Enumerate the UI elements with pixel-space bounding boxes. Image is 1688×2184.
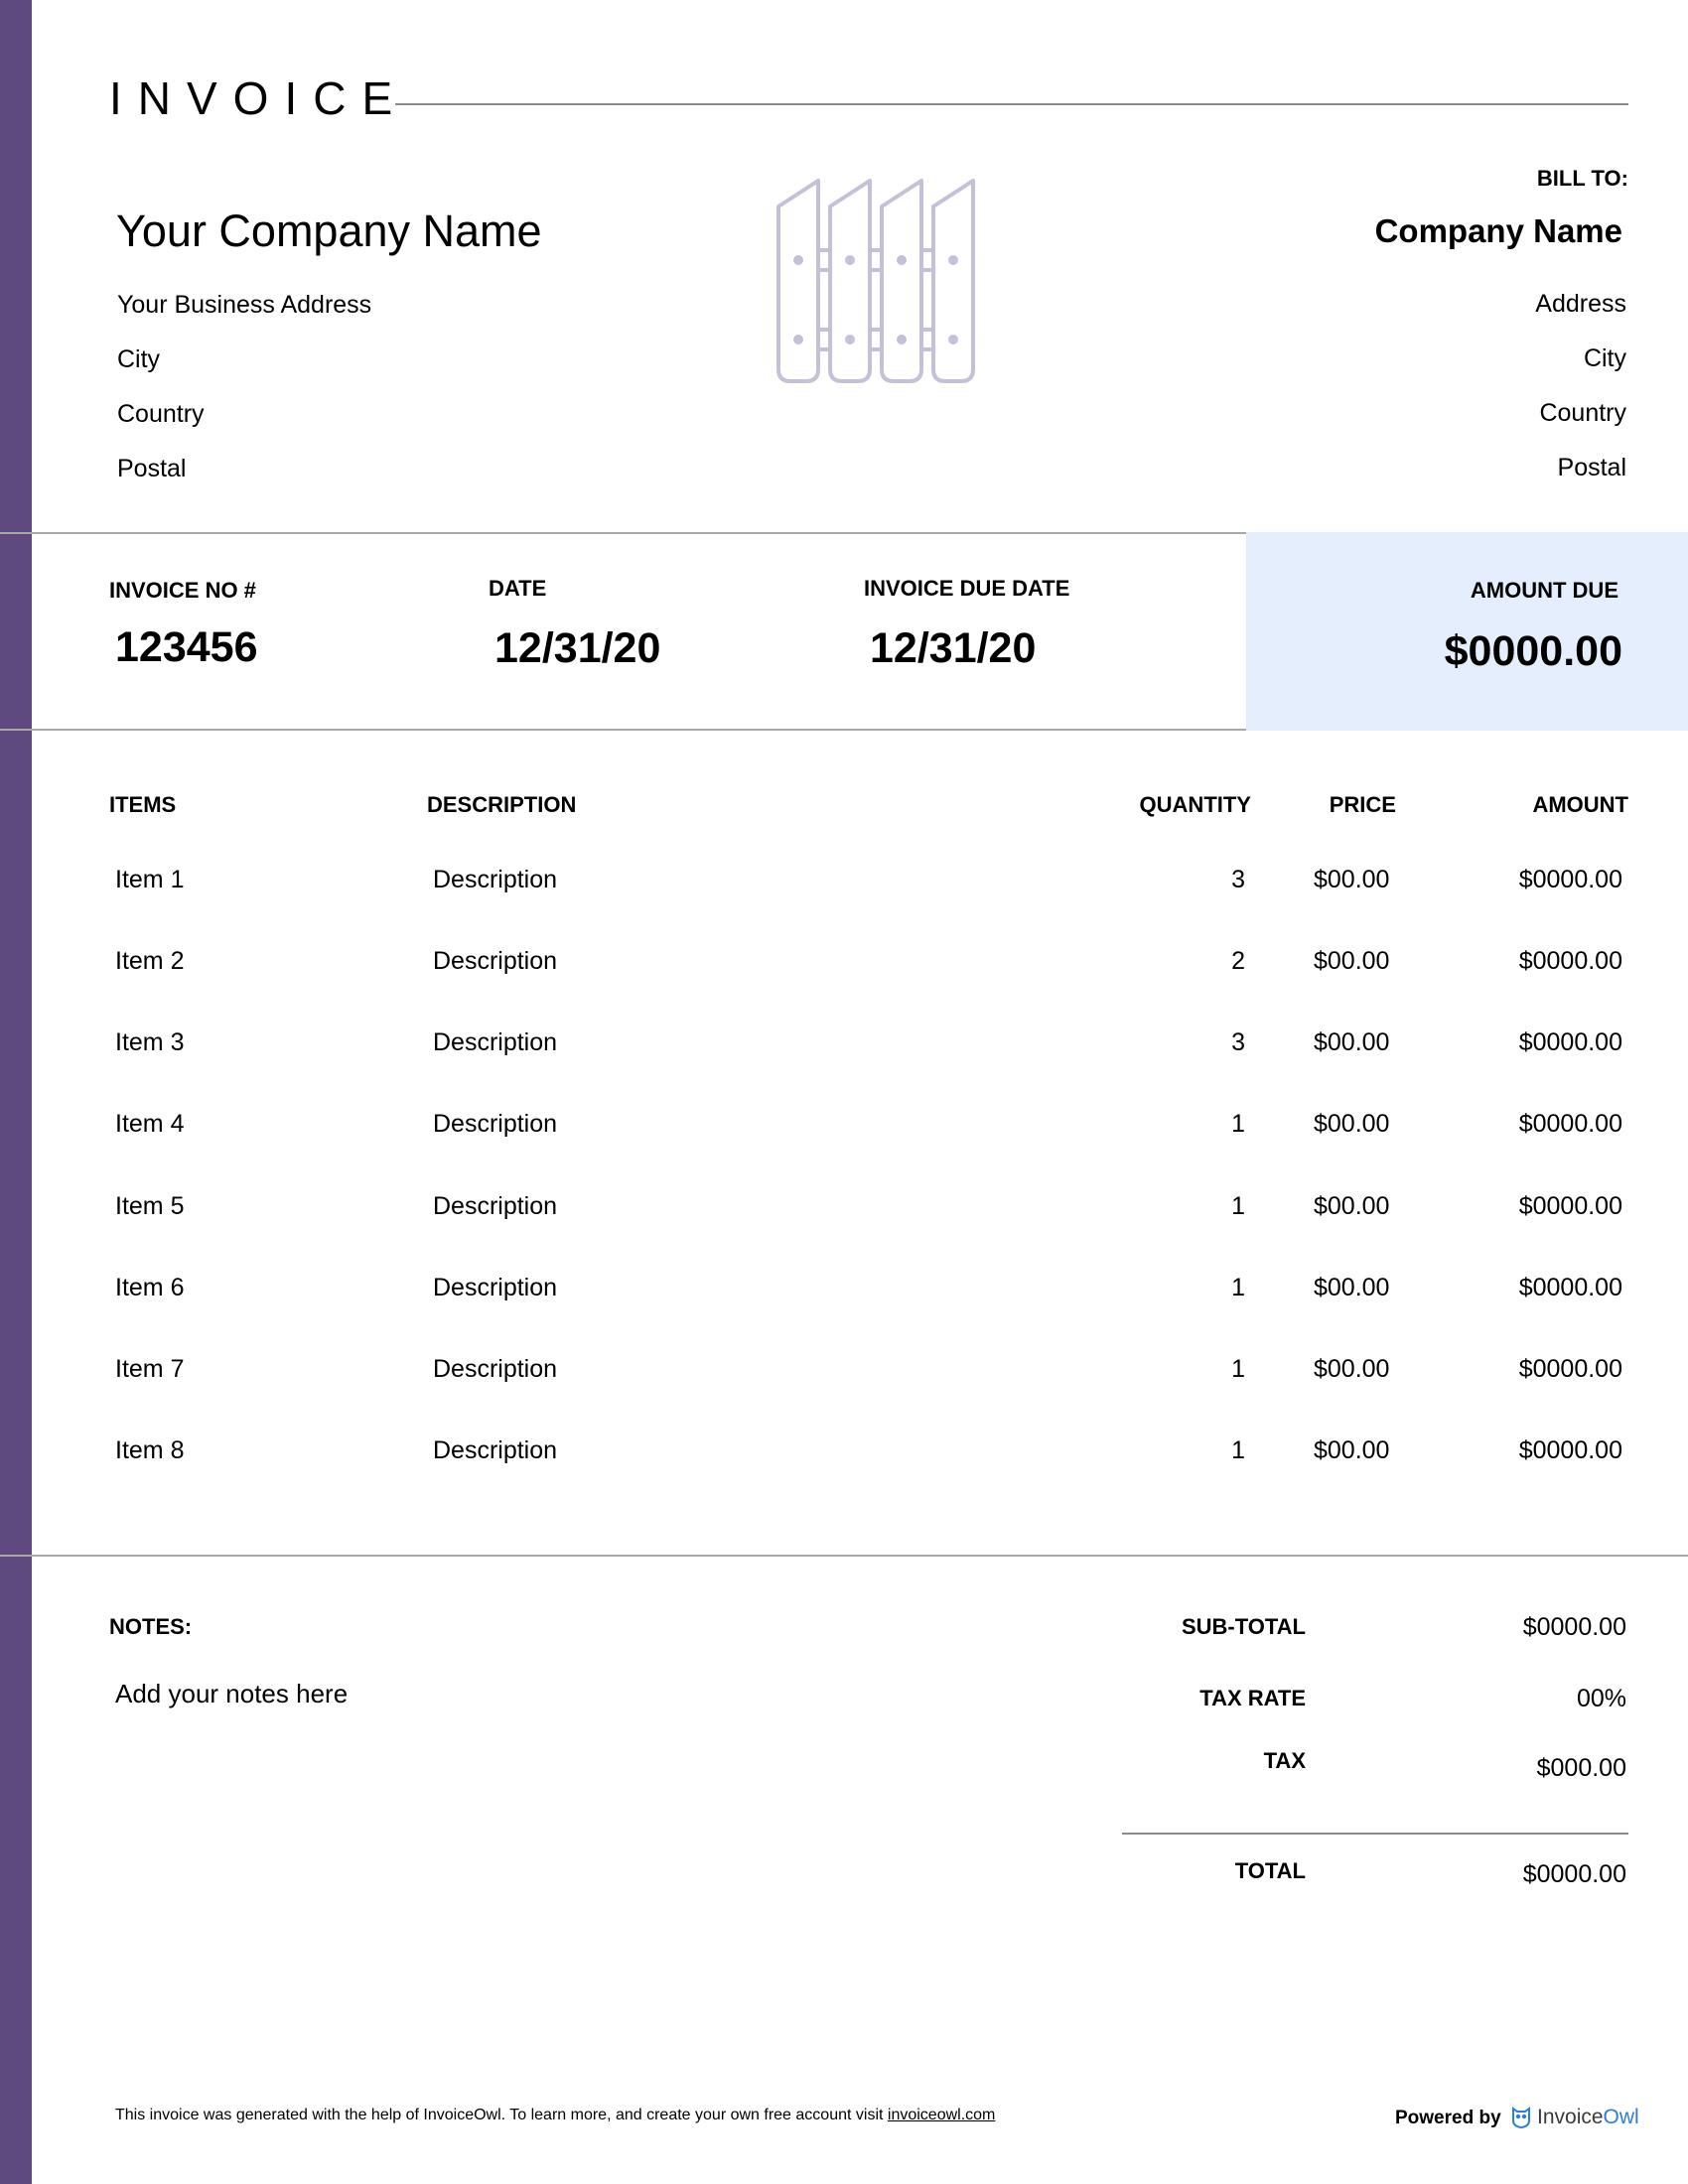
brand-wordmark [1537, 2107, 1639, 2127]
item-price: $00.00 [1314, 1355, 1390, 1383]
item-price: $00.00 [1314, 947, 1390, 975]
table-row [0, 868, 1688, 907]
invoiceowl-link[interactable]: invoiceowl.com [887, 2107, 996, 2123]
item-quantity: 1 [1231, 1436, 1245, 1464]
bill-to-city: City [1583, 344, 1626, 372]
footer-note [115, 2108, 995, 2123]
item-price: $00.00 [1314, 1274, 1390, 1301]
tax-rate-value: 00% [1576, 1685, 1626, 1712]
item-amount: $0000.00 [1518, 1274, 1622, 1301]
item-price: $00.00 [1314, 1192, 1390, 1220]
table-row [0, 1438, 1688, 1478]
table-row [0, 949, 1688, 989]
table-row [0, 1112, 1688, 1152]
items-bottom-divider [0, 1555, 1688, 1557]
table-row [0, 1357, 1688, 1397]
item-quantity: 3 [1231, 1028, 1245, 1056]
meta-bottom-divider [0, 729, 1246, 731]
from-country: Country [117, 400, 205, 428]
item-name: Item 5 [115, 1192, 185, 1220]
brand-wordmark-invoice: Invoice [1537, 2105, 1604, 2128]
col-header-amount: AMOUNT [1532, 792, 1628, 817]
item-description: Description [433, 1436, 558, 1464]
brand-wordmark-owl: Owl [1603, 2105, 1639, 2128]
item-amount: $0000.00 [1518, 1192, 1622, 1220]
item-quantity: 1 [1231, 1110, 1245, 1138]
meta-top-divider [0, 532, 1246, 534]
item-amount: $0000.00 [1518, 947, 1622, 975]
item-price: $00.00 [1314, 1028, 1390, 1056]
due-date-label: INVOICE DUE DATE [864, 576, 1070, 601]
item-amount: $0000.00 [1518, 1355, 1622, 1383]
subtotal-value: $0000.00 [1522, 1613, 1626, 1641]
fence-icon [774, 175, 989, 385]
amount-due-value: $0000.00 [1444, 627, 1622, 675]
title-divider [395, 103, 1628, 105]
total-label: TOTAL [1234, 1858, 1306, 1883]
item-price: $00.00 [1314, 866, 1390, 893]
item-amount: $0000.00 [1518, 1110, 1622, 1138]
item-name: Item 3 [115, 1028, 185, 1056]
footer-note-text: This invoice was generated with the help of InvoiceOwl. To learn more, and create your own free account visit [115, 2107, 888, 2123]
item-quantity: 2 [1231, 947, 1245, 975]
invoice-no-label: INVOICE NO # [109, 578, 256, 603]
item-description: Description [433, 947, 558, 975]
from-postal: Postal [117, 455, 187, 482]
table-row [0, 1194, 1688, 1234]
tax-rate-label: TAX RATE [1199, 1686, 1306, 1710]
item-amount: $0000.00 [1518, 1436, 1622, 1464]
item-description: Description [433, 1274, 558, 1301]
notes-text: Add your notes here [115, 1679, 349, 1708]
item-name: Item 6 [115, 1274, 185, 1301]
invoice-title: INVOICE [109, 72, 409, 124]
from-address: Your Business Address [117, 291, 372, 319]
amount-due-label: AMOUNT DUE [1470, 578, 1618, 603]
item-description: Description [433, 1355, 558, 1383]
item-description: Description [433, 1110, 558, 1138]
item-quantity: 1 [1231, 1355, 1245, 1383]
invoice-no-value: 123456 [115, 623, 258, 671]
table-row [0, 1276, 1688, 1315]
col-header-description: DESCRIPTION [427, 792, 577, 817]
owl-icon [1511, 2105, 1531, 2128]
col-header-price: PRICE [1329, 792, 1396, 817]
tax-value: $000.00 [1536, 1754, 1626, 1782]
item-amount: $0000.00 [1518, 866, 1622, 893]
subtotal-label: SUB-TOTAL [1181, 1614, 1306, 1639]
item-name: Item 1 [115, 866, 185, 893]
bill-to-company-name: Company Name [1374, 212, 1622, 249]
notes-label: NOTES: [109, 1614, 193, 1639]
from-company-name: Your Company Name [116, 205, 542, 256]
item-amount: $0000.00 [1518, 1028, 1622, 1056]
date-label: DATE [489, 576, 547, 601]
total-divider [1122, 1833, 1628, 1835]
item-name: Item 7 [115, 1355, 185, 1383]
bill-to-postal: Postal [1557, 454, 1626, 481]
table-row [0, 1030, 1688, 1070]
powered-by-label: Powered by [1395, 2108, 1501, 2128]
item-description: Description [433, 1028, 558, 1056]
total-value: $0000.00 [1522, 1860, 1626, 1888]
bill-to-address: Address [1535, 290, 1626, 318]
due-date-value: 12/31/20 [870, 624, 1037, 672]
side-accent-bar [0, 0, 32, 2184]
col-header-quantity: QUANTITY [1139, 792, 1251, 817]
item-name: Item 8 [115, 1436, 185, 1464]
item-name: Item 2 [115, 947, 185, 975]
from-city: City [117, 345, 161, 373]
col-header-items: ITEMS [109, 792, 177, 817]
item-quantity: 1 [1231, 1274, 1245, 1301]
item-name: Item 4 [115, 1110, 185, 1138]
item-quantity: 3 [1231, 866, 1245, 893]
invoiceowl-logo [1511, 2103, 1639, 2130]
tax-label: TAX [1263, 1748, 1306, 1773]
bill-to-label: BILL TO: [1536, 166, 1628, 191]
bill-to-country: Country [1539, 399, 1626, 427]
item-description: Description [433, 1192, 558, 1220]
item-description: Description [433, 866, 558, 893]
item-price: $00.00 [1314, 1110, 1390, 1138]
item-quantity: 1 [1231, 1192, 1245, 1220]
item-price: $00.00 [1314, 1436, 1390, 1464]
date-value: 12/31/20 [494, 624, 661, 672]
